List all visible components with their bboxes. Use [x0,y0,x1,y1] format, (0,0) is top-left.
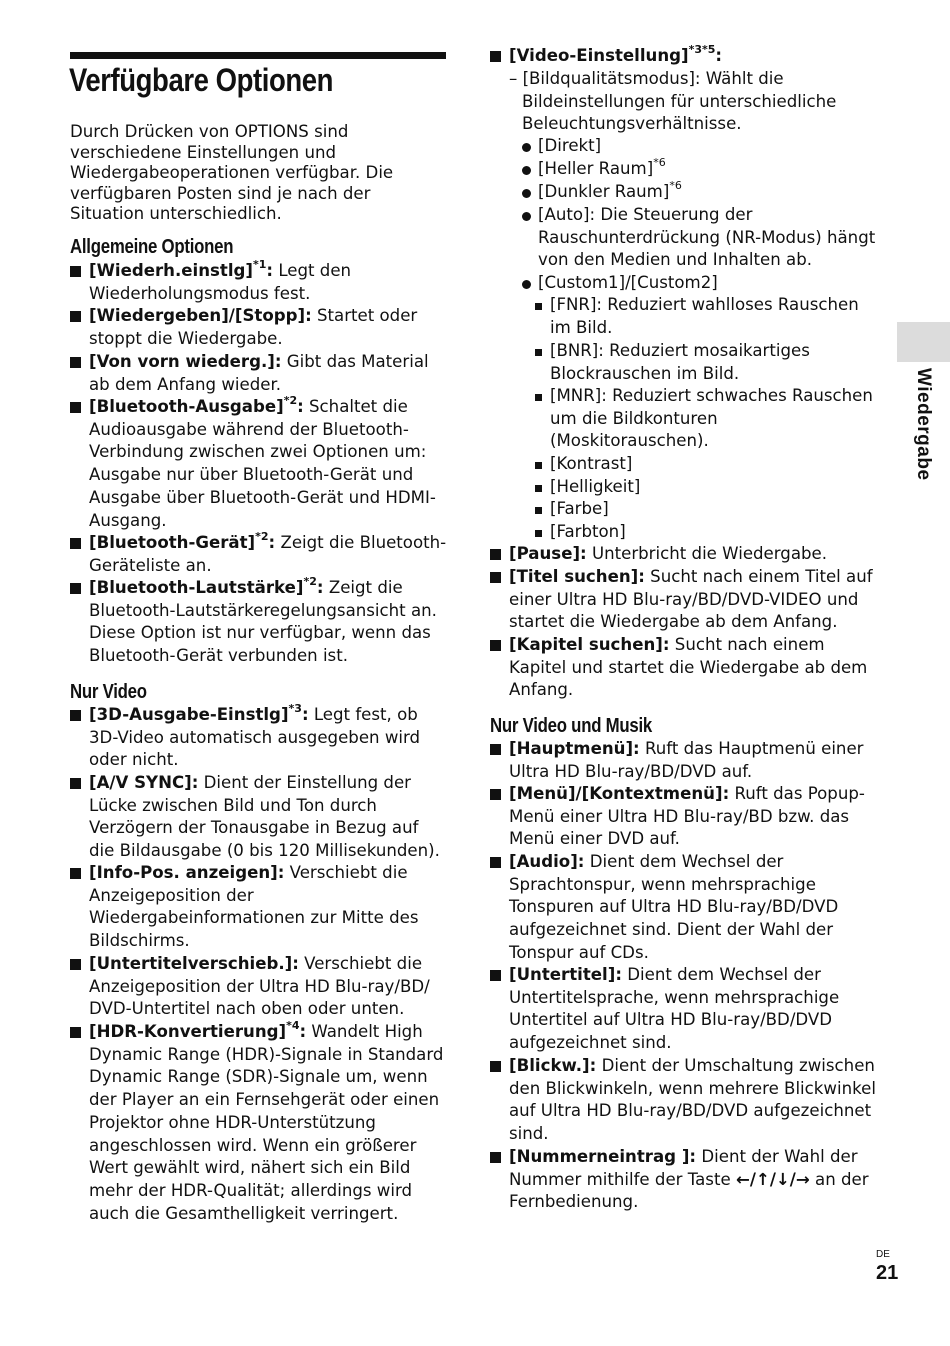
custom-item [535,340,880,385]
small-square-icon [535,530,542,537]
square-bullet-icon [490,789,501,800]
bullet-item [522,272,878,295]
dot-bullet-icon [522,166,531,175]
square-bullet-icon [490,1061,501,1072]
option-term: [Pause]: [509,544,587,563]
option-text: Zeigt die Bluetooth-Geräteliste an. [89,533,447,575]
footnote-ref: *6 [669,179,682,193]
bullet-item [522,135,878,158]
bullet-text: [Heller Raum] [538,159,654,178]
small-square-icon [535,485,542,492]
square-bullet-icon [490,857,501,868]
option-text: Dient der Einstellung der Lücke zwischen Bild und Ton durch Verzögern der Tonausgabe in Bezug auf die Bildausgabe (0 bis 120 Millisekunden). [89,773,440,861]
page-title: Verfügbare Optionen [69,62,334,98]
square-bullet-icon [70,778,81,789]
title-rule [70,52,446,59]
square-bullet-icon [70,710,81,721]
square-bullet-icon [70,402,81,413]
square-bullet-icon [70,357,81,368]
option-term: [Bluetooth-Ausgabe] [89,397,284,416]
list-item [70,351,447,396]
custom-item-text: [Kontrast] [550,454,633,473]
option-text: Schaltet die Audioausgabe während der Bluetooth-Verbindung zwischen zwei Optionen um: Ausgabe nur über Bluetooth-Gerät und Ausgabe über Bluetooth-Gerät und HDMI-Ausgang. [89,397,436,530]
language-code: DE [876,1249,890,1260]
option-term: [Audio]: [509,852,585,871]
bullet-item [522,181,878,204]
list-item [490,851,879,965]
square-bullet-icon [70,266,81,277]
square-bullet-icon [490,51,501,62]
custom-item-text: [Farbton] [550,522,626,541]
list-item [490,964,879,1055]
list-item [490,1146,879,1214]
side-tab-label: Wiedergabe [913,368,934,481]
option-text: Unterbricht die Wiedergabe. [591,544,828,563]
list-item [490,634,879,702]
square-bullet-icon [490,572,501,583]
option-term: [Hauptmenü]: [509,739,640,758]
custom-item [535,385,880,453]
square-bullet-icon [70,583,81,594]
list-item [70,862,447,953]
custom-item [535,521,880,544]
dot-bullet-icon [522,189,531,198]
option-term: [Video-Einstellung] [509,46,689,65]
square-bullet-icon [490,1152,501,1163]
list-item [70,305,447,350]
square-bullet-icon [490,970,501,981]
intro-paragraph: Durch Drücken von OPTIONS sind verschiedene Einstellungen und Wiedergabeoperationen verfügbar. Die verfügbaren Posten sind je nach der Situation unterschiedlich. [70,122,394,223]
dot-bullet-icon [522,280,531,289]
dot-bullet-icon [522,212,531,221]
bullet-item [522,158,878,181]
option-term: [Bluetooth-Gerät] [89,533,256,552]
option-text: Dient der Umschaltung zwischen den Blickwinkeln, wenn mehrere Blickwinkel auf Ultra HD Blu-ray/BD/DVD aufgezeichnet sind. [509,1056,876,1144]
section-heading-general: Allgemeine Optionen [70,236,234,258]
side-tab [897,322,950,362]
list-item: [Bluetooth-Lautstärke]$^{*2}$: Zeigt die Bluetooth-Lautstärkeregelungsansicht an. Diese Option ist nur verfügbar, wenn das Bluetooth-Gerät verbunden ist. [70,577,447,668]
footnote-ref: *1 [252,258,267,272]
square-bullet-icon [490,549,501,560]
list-item [490,783,879,851]
footnote-ref: *3*5 [688,43,716,57]
option-term: [Wiederh.einstlg] [89,261,253,280]
custom-item-text: [Helligkeit] [550,477,641,496]
option-text: an der Fernbedienung. [509,1169,869,1212]
section-heading-video: Nur Video [70,681,147,703]
option-term: [Untertitelverschieb.]: [89,954,299,973]
option-text: Dient dem Wechsel der Untertitelsprache, wenn mehrsprachige Untertitel auf Ultra HD Blu-ray/BD/DVD aufgezeichnet sind. [509,965,840,1053]
bullet-text: [Direkt] [538,136,602,155]
option-text: Startet oder stoppt die Wiedergabe. [89,306,418,348]
option-term: [Menü]/[Kontextmenü]: [509,784,730,803]
small-square-icon [535,349,542,356]
list-item [490,566,879,634]
list-item [490,738,879,783]
option-text: Zeigt die Bluetooth-Lautstärkeregelungsansicht an. Diese Option ist nur verfügbar, wenn das Bluetooth-Gerät verbunden ist. [89,578,437,666]
option-text: Legt den Wiederholungsmodus fest. [89,261,352,303]
page-number: 21 [876,1262,899,1284]
option-text: Dient der Wahl der Nummer mithilfe der Taste [509,1147,858,1189]
custom-item-text: [FNR]: Reduziert wahlloses Rauschen im Bild. [550,295,859,337]
bullet-text: [Dunkler Raum] [538,182,670,201]
footnote-ref: *2 [283,394,298,408]
option-term: [Von vorn wiederg.]: [89,352,282,371]
list-item [490,543,879,566]
custom-item-text: [BNR]: Reduziert mosaikartiges Blockrauschen im Bild. [550,341,810,383]
option-term: [Info-Pos. anzeigen]: [89,863,285,882]
bullet-text: [Auto]: Die Steuerung der Rauschunterdrückung (NR-Modus) hängt von den Medien und Inhalten ab. [538,205,876,270]
small-square-icon [535,303,542,310]
option-text: Verschiebt die Anzeigeposition der Wiedergabeinformationen zur Mitte des Bildschirms. [89,863,419,951]
square-bullet-icon [70,538,81,549]
custom-item [535,498,880,521]
list-item: [3D-Ausgabe-Einstlg]$^{*3}$: Legt fest, ob 3D-Video automatisch ausgegeben wird oder nicht. [70,704,447,772]
option-text: Sucht nach einem Kapitel und startet die Wiedergabe ab dem Anfang. [509,635,868,700]
option-term: [3D-Ausgabe-Einstlg] [89,705,289,724]
list-item [490,1055,879,1146]
option-text: Verschiebt die Anzeigeposition der Ultra HD Blu-ray/BD/ DVD-Untertitel nach oben oder unten. [89,954,430,1019]
footnote-ref: *2 [303,575,317,589]
option-text: Ruft das Hauptmenü einer Ultra HD Blu-ray/BD/DVD auf. [509,739,864,781]
section-heading-video-music: Nur Video und Musik [490,715,652,737]
small-square-icon [535,462,542,469]
square-bullet-icon [70,311,81,322]
bullet-text: [Custom1]/[Custom2] [538,273,718,292]
option-term: [Wiedergeben]/[Stopp]: [89,306,312,325]
picture-mode-text: – [Bildqualitätsmodus]: Wählt die Bildeinstellungen für unterschiedliche Beleuchtungsverhältnisse. [509,69,837,134]
option-text: Dient dem Wechsel der Sprachtonspur, wenn mehrsprachige Tonspuren auf Ultra HD Blu-ray/BD/DVD aufgezeichnet sind. Dient der Wahl der Tonspur auf CDs. [509,852,839,962]
list-item: [Bluetooth-Ausgabe]$^{*2}$: Schaltet die Audioausgabe während der Bluetooth-Verbindung zwischen zwei Optionen um: Ausgabe nur über Bluetooth-Gerät und Ausgabe über Bluetooth-Gerät und HDMI-Ausgang. [70,396,447,532]
custom-item [535,294,880,339]
footnote-ref: *2 [255,530,269,544]
square-bullet-icon [490,744,501,755]
custom-item [535,476,880,499]
square-bullet-icon [70,1027,81,1038]
option-text: Gibt das Material ab dem Anfang wieder. [89,352,429,394]
option-text: Ruft das Popup-Menü einer Ultra HD Blu-ray/BD bzw. das Menü einer DVD auf. [509,784,865,849]
custom-item-text: [MNR]: Reduziert schwaches Rauschen um die Bildkonturen (Moskitorauschen). [550,386,873,451]
footnote-ref: *6 [653,156,666,170]
square-bullet-icon [490,640,501,651]
list-item: [HDR-Konvertierung]$^{*4}$: Wandelt High Dynamic Range (HDR)-Signale in Standard Dynamic Range (SDR)-Signale um, wenn der Player an ein Fernsehgerät oder einen Projektor ohne HDR-Unterstützung angeschlossen wird. Wenn ein größerer Wert gewählt wird, nähert sich ein Bild mehr der HDR-Qualität; allerdings wird auch die Gesamthelligkeit verringert. [70,1021,447,1225]
option-term: [Untertitel]: [509,965,622,984]
option-term: [Blickw.]: [509,1056,597,1075]
bullet-item [522,204,878,272]
option-text: Sucht nach einem Titel auf einer Ultra HD Blu-ray/BD/DVD-VIDEO und startet die Wiedergabe ab dem Anfang. [509,567,873,632]
list-item-video-setting: [Video-Einstellung]$^{*3*5}$: [490,45,879,68]
list-item [70,772,447,863]
option-term: [HDR-Konvertierung] [89,1022,287,1041]
option-text: Legt fest, ob 3D-Video automatisch ausgegeben wird oder nicht. [89,705,421,770]
list-item [70,953,447,1021]
option-term: [Kapitel suchen]: [509,635,670,654]
dot-bullet-icon [522,143,531,152]
option-term: [Bluetooth-Lautstärke] [89,578,304,597]
arrow-keys-icon: ←/↑/↓/→ [735,1169,810,1189]
square-bullet-icon [70,868,81,879]
option-term: [A/V SYNC]: [89,773,199,792]
footnote-ref: *3 [288,702,302,716]
square-bullet-icon [70,959,81,970]
list-item: [Bluetooth-Gerät]$^{*2}$: Zeigt die Bluetooth-Geräteliste an. [70,532,447,577]
custom-item-text: [Farbe] [550,499,609,518]
list-item: [Wiederh.einstlg]$^{*1}$: Legt den Wiederholungsmodus fest. [70,260,447,305]
footnote-ref: *4 [286,1019,300,1033]
small-square-icon [535,394,542,401]
option-term: [Nummerneintrag ]: [509,1147,697,1166]
option-term: [Titel suchen]: [509,567,645,586]
option-text: Wandelt High Dynamic Range (HDR)-Signale in Standard Dynamic Range (SDR)-Signale um, wenn der Player an ein Fernsehgerät oder einen Projektor ohne HDR-Unterstützung angeschlossen wird. Wenn ein größerer Wert gewählt wird, nähert sich ein Bild mehr der HDR-Qualität; allerdings wird auch die Gesamthelligkeit verringert. [89,1022,444,1223]
custom-item [535,453,880,476]
small-square-icon [535,507,542,514]
